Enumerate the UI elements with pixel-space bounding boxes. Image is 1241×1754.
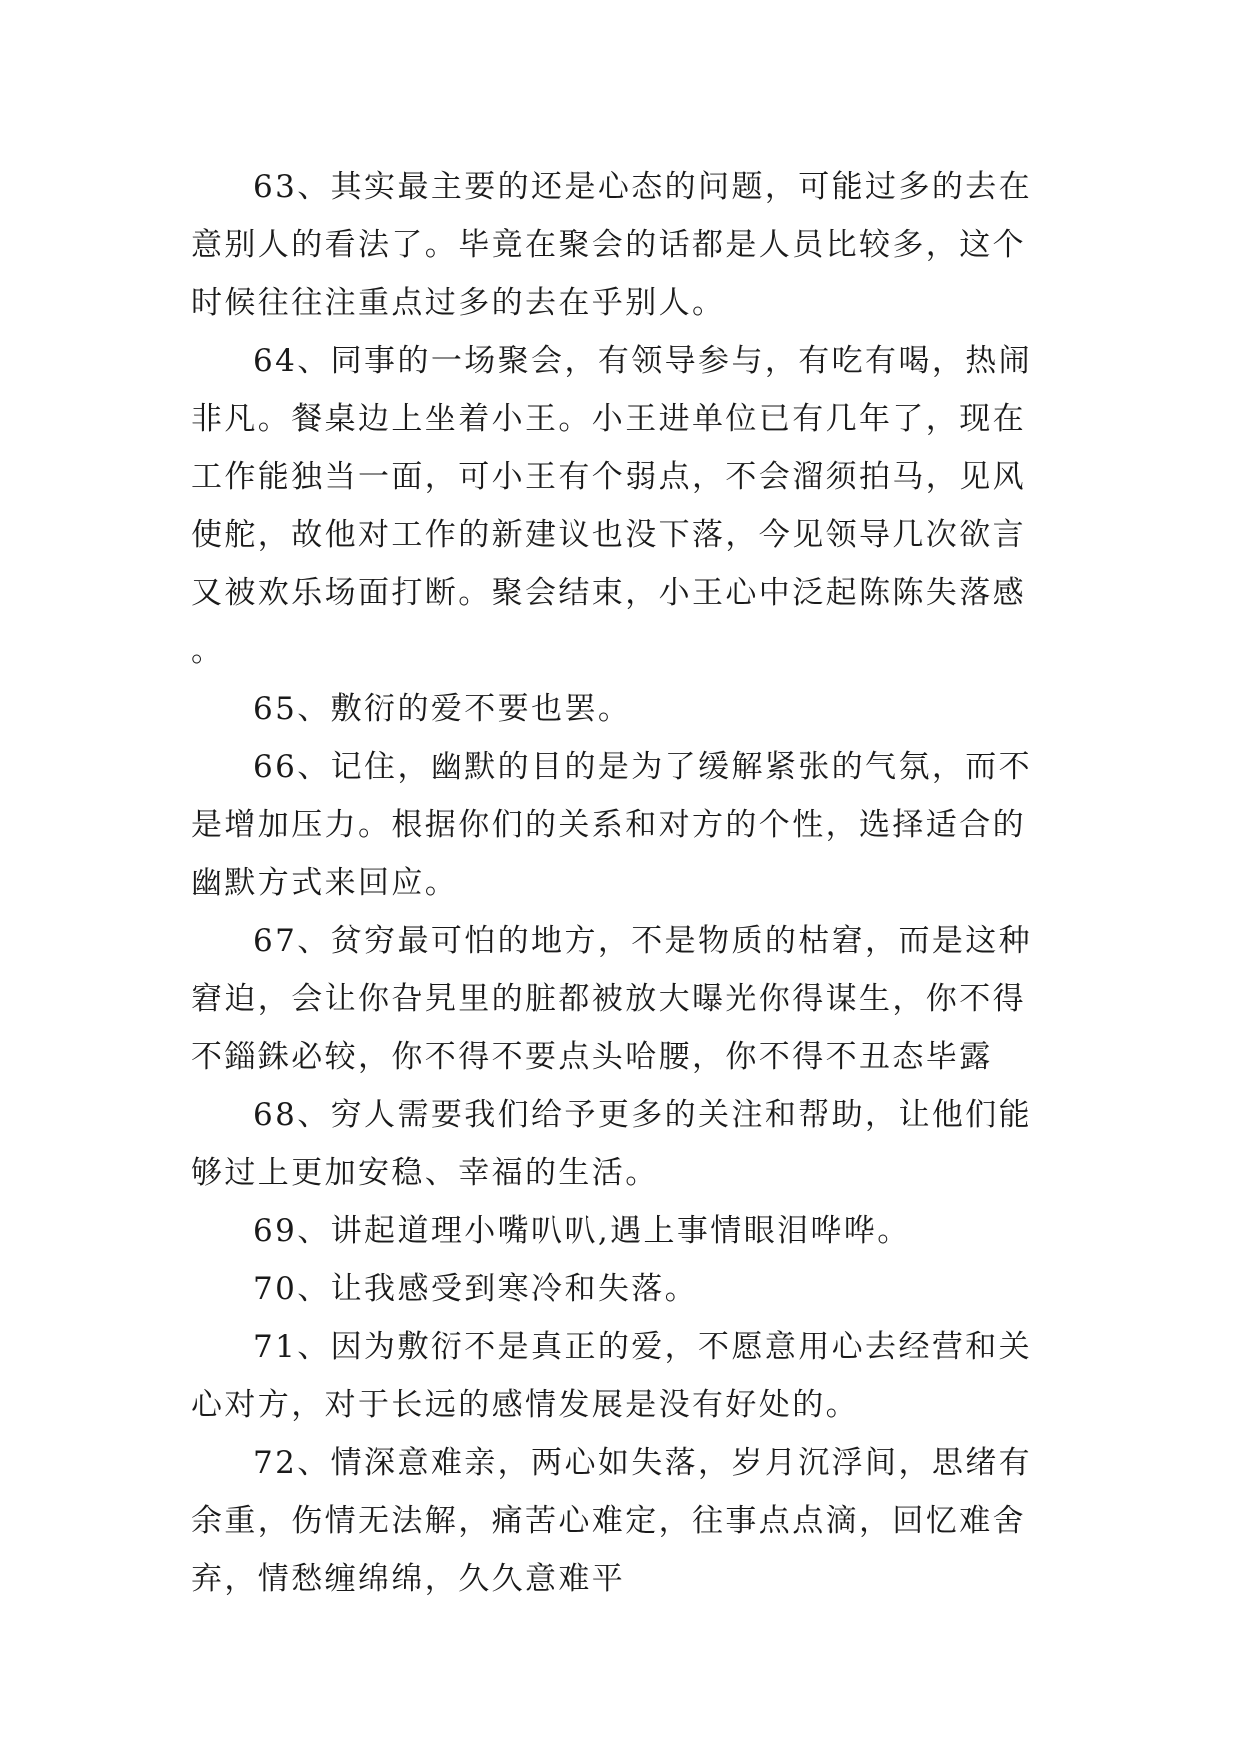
paragraph-69: 69、讲起道理小嘴叭叭,遇上事情眼泪哗哗。 [253,1213,911,1249]
paragraph-64: 64、同事的一场聚会，有领导参与，有吃有喝，热闹非凡。餐桌边上坐着小王。小王进单位已有几年了，现在工作能独当一面，可小王有个弱点，不会溜须拍马，见风使舵，故他对工作的新建议也没下落，今见领导几次欲言又被欢乐场面打断。聚会结束，小王心中泛起陈陈失落感。 [191,343,1033,669]
paragraph-66: 66、记住，幽默的目的是为了缓解紧张的气氛，而不是增加压力。根据你们的关系和对方的个性，选择适合的幽默方式来回应。 [191,749,1033,901]
paragraph-67: 67、贫穷最可怕的地方，不是物质的枯窘，而是这种窘迫，会让你旮旯里的脏都被放大曝光你得谋生，你不得不錙銖必较，你不得不要点头哈腰，你不得不丑态毕露 [191,923,1033,1075]
paragraph-70: 70、让我感受到寒冷和失落。 [253,1271,699,1307]
paragraph-72: 72、情深意难亲，两心如失落，岁月沉浮间，思绪有余重，伤情无法解，痛苦心难定，往事点点滴，回忆难舍弃，情愁缠绵绵，久久意难平 [191,1445,1033,1597]
paragraph-71: 71、因为敷衍不是真正的爱，不愿意用心去经营和关心对方，对于长远的感情发展是没有好处的。 [191,1329,1033,1423]
paragraph-68: 68、穷人需要我们给予更多的关注和帮助，让他们能够过上更加安稳、幸福的生活。 [191,1097,1033,1191]
paragraph-65: 65、敷衍的爱不要也罢。 [253,691,632,727]
paragraph-63: 63、其实最主要的还是心态的问题，可能过多的去在意别人的看法了。毕竟在聚会的话都是人员比较多，这个时候往往注重点过多的去在乎别人。 [191,169,1033,321]
document-body [191,158,1051,1608]
